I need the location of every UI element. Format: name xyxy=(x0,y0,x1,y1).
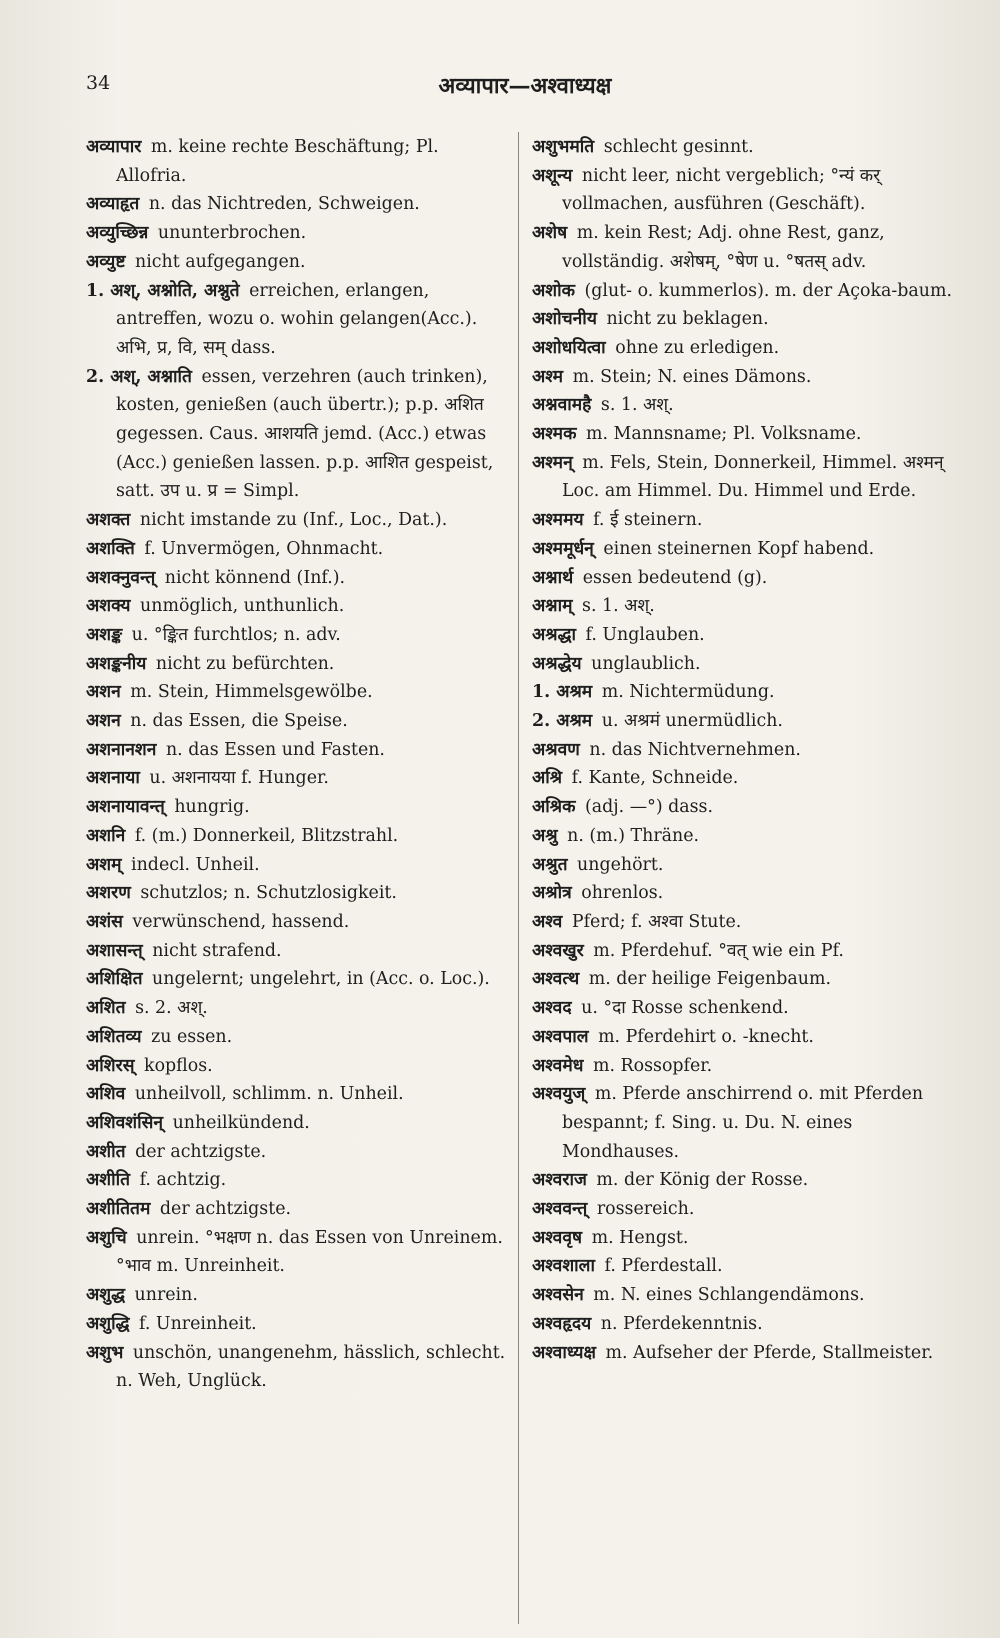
entry-headword: अश्ववन्त् xyxy=(532,1199,588,1220)
dictionary-entry xyxy=(532,736,960,765)
dictionary-entry xyxy=(86,994,506,1023)
entry-definition: nicht könnend (Inf.). xyxy=(164,567,346,588)
entry-headword: अशंस xyxy=(86,911,123,932)
entry-headword: अशून्य xyxy=(532,165,573,186)
entry-headword: अशिव xyxy=(86,1084,126,1105)
entry-definition: s. 2. अश्. xyxy=(135,998,208,1019)
entry-headword: अशङ्क xyxy=(86,624,123,645)
dictionary-entry xyxy=(86,1052,506,1081)
entry-definition: u. °दा Rosse schenkend. xyxy=(581,998,789,1019)
entry-definition: der achtzigste. xyxy=(135,1141,267,1162)
dictionary-entry xyxy=(532,449,960,506)
dictionary-entry xyxy=(86,650,506,679)
entry-definition: m. Stein; N. eines Dämons. xyxy=(572,366,812,387)
entry-definition: nicht imstande zu (Inf., Loc., Dat.). xyxy=(139,510,448,531)
entry-headword: अश्रुत xyxy=(532,854,568,875)
dictionary-entry xyxy=(532,564,960,593)
entry-definition: schutzlos; n. Schutzlosigkeit. xyxy=(140,883,397,904)
entry-definition: unrein. °भक्षण n. das Essen von Unreinem. °भाव m. Unreinheit. xyxy=(116,1227,503,1277)
entry-headword: अश्रद्धा xyxy=(532,624,576,645)
entry-headword: अशीत xyxy=(86,1141,126,1162)
entry-headword: अश्मन् xyxy=(532,452,573,473)
entry-headword: अश्वखुर xyxy=(532,940,584,961)
dictionary-entry xyxy=(86,1080,506,1109)
dictionary-entry xyxy=(532,1166,960,1195)
entry-headword: 1. अश्रम xyxy=(532,682,593,703)
entry-headword: अव्याहृत xyxy=(86,194,140,215)
entry-headword: 2. अश्रम xyxy=(532,711,593,732)
entry-headword: अव्युष्ट xyxy=(86,251,126,272)
entry-headword: अव्युच्छिन्न xyxy=(86,223,149,244)
dictionary-entry xyxy=(532,363,960,392)
entry-headword: अशुभमति xyxy=(532,137,595,157)
entry-headword: अश्वराज xyxy=(532,1170,587,1191)
entry-definition: n. das Essen und Fasten. xyxy=(165,739,385,760)
entry-headword: अश्ममूर्धन् xyxy=(532,538,594,559)
dictionary-entry xyxy=(532,822,960,851)
dictionary-entry xyxy=(86,1109,506,1138)
entry-headword: अश्वाध्यक्ष xyxy=(532,1342,596,1363)
entry-headword: अशीतितम xyxy=(86,1199,151,1220)
dictionary-entry xyxy=(532,793,960,822)
dictionary-entry xyxy=(86,965,506,994)
entry-definition: s. 1. अश्. xyxy=(582,596,655,617)
entry-definition: f. ई steinern. xyxy=(593,510,703,531)
entry-definition: nicht strafend. xyxy=(152,940,282,961)
entry-headword: अश्वशाला xyxy=(532,1256,595,1277)
entry-definition: ungehört. xyxy=(577,854,664,875)
entry-headword: अश्रिक xyxy=(532,797,576,818)
entry-definition: (glut- o. kummerlos). m. der Açoka-baum. xyxy=(584,280,953,301)
entry-definition: nicht leer, nicht vergeblich; °न्यं कर् vollmachen, ausführen (Geschäft). xyxy=(562,165,881,215)
entry-headword: अश्रु xyxy=(532,825,558,846)
dictionary-entry xyxy=(86,1023,506,1052)
dictionary-entry xyxy=(86,506,506,535)
entry-headword: अशीति xyxy=(86,1170,131,1191)
entry-definition: u. अशनायया f. Hunger. xyxy=(149,768,329,789)
entry-headword: अशुद्धि xyxy=(86,1313,130,1334)
dictionary-entry xyxy=(532,1224,960,1253)
dictionary-entry xyxy=(532,1195,960,1224)
dictionary-entry xyxy=(532,334,960,363)
entry-definition: s. 1. अश्. xyxy=(600,395,674,416)
dictionary-entry xyxy=(532,621,960,650)
entry-headword: अशिरस् xyxy=(86,1055,135,1076)
entry-definition: (adj. —°) dass. xyxy=(585,797,714,818)
entry-headword: अश्म xyxy=(532,366,564,387)
entry-definition: zu essen. xyxy=(151,1026,233,1047)
dictionary-entry xyxy=(86,133,506,190)
dictionary-entry xyxy=(532,851,960,880)
entry-headword: अशक्नुवन्त् xyxy=(86,567,156,588)
entry-headword: अशिक्षित xyxy=(86,969,143,990)
page-number: 34 xyxy=(86,72,111,94)
entry-headword: अशोचनीय xyxy=(532,309,597,330)
entry-definition: m. Aufseher der Pferde, Stallmeister. xyxy=(605,1342,934,1363)
entry-definition: unheilvoll, schlimm. n. Unheil. xyxy=(134,1084,404,1105)
entry-headword: अशन xyxy=(86,682,121,703)
dictionary-entry xyxy=(532,707,960,736)
entry-definition: n. das Nichtvernehmen. xyxy=(589,739,801,760)
entry-headword: अशोधयित्वा xyxy=(532,337,606,358)
entry-headword: अश्रवण xyxy=(532,739,580,760)
entry-headword: अश्वयुज् xyxy=(532,1084,586,1105)
dictionary-entry xyxy=(86,1166,506,1195)
dictionary-entry xyxy=(86,1281,506,1310)
dictionary-entry xyxy=(86,564,506,593)
dictionary-entry xyxy=(532,133,960,162)
dictionary-entry xyxy=(532,506,960,535)
entry-headword: अश्वद xyxy=(532,998,572,1019)
entry-headword: अश्रद्धेय xyxy=(532,653,582,674)
dictionary-entry xyxy=(532,764,960,793)
entry-definition: m. Mannsname; Pl. Volksname. xyxy=(585,424,862,445)
entry-definition: f. achtzig. xyxy=(139,1170,227,1191)
dictionary-entry xyxy=(86,277,506,363)
entry-headword: अश्नार्थ xyxy=(532,567,574,588)
dictionary-entry xyxy=(86,1224,506,1281)
entry-headword: अशम् xyxy=(86,854,122,875)
entry-definition: m. kein Rest; Adj. ohne Rest, ganz, vollständig. अशेषम्, °षेण u. °षतस् adv. xyxy=(562,223,885,272)
dictionary-entry xyxy=(532,1339,960,1368)
entry-definition: m. Pferdehuf. °वत् wie ein Pf. xyxy=(593,940,844,961)
dictionary-entry xyxy=(86,1339,506,1396)
entry-headword: अश्ममय xyxy=(532,510,584,531)
entry-definition: m. Rossopfer. xyxy=(592,1055,713,1076)
entry-headword: अशनि xyxy=(86,825,126,846)
dictionary-entry xyxy=(532,650,960,679)
dictionary-entry xyxy=(532,1023,960,1052)
dictionary-entry xyxy=(86,1195,506,1224)
entry-definition: ununterbrochen. xyxy=(157,223,307,244)
entry-definition: f. Unvermögen, Ohnmacht. xyxy=(144,538,384,559)
entry-definition: n. (m.) Thräne. xyxy=(567,825,700,846)
entry-headword: अशनायावन्त् xyxy=(86,797,165,818)
entry-definition: unheilkündend. xyxy=(172,1112,310,1133)
entry-headword: अश्व xyxy=(532,911,563,932)
entry-definition: u. °ङ्कित furchtlos; n. adv. xyxy=(131,624,341,645)
entry-definition: n. Pferdekenntnis. xyxy=(600,1313,763,1334)
entry-headword: अश्वत्थ xyxy=(532,969,580,990)
dictionary-entry xyxy=(532,391,960,420)
dictionary-entry xyxy=(86,764,506,793)
entry-definition: ohne zu erledigen. xyxy=(615,337,780,358)
dictionary-entry xyxy=(86,879,506,908)
entry-headword: अशित xyxy=(86,998,126,1019)
entry-definition: m. Stein, Himmelsgewölbe. xyxy=(130,682,373,703)
dictionary-entry xyxy=(86,363,506,507)
entry-definition: u. अश्रमं unermüdlich. xyxy=(601,711,783,732)
dictionary-entry xyxy=(86,937,506,966)
entry-definition: m. Pferdehirt o. -knecht. xyxy=(598,1026,814,1047)
entry-headword: अशुभ xyxy=(86,1342,124,1363)
entry-definition: m. Pferde anschirrend o. mit Pferden bespannt; f. Sing. u. Du. N. eines Mondhauses. xyxy=(562,1084,924,1162)
entry-definition: essen bedeutend (g). xyxy=(582,567,768,588)
entry-definition: ohrenlos. xyxy=(581,883,664,904)
dictionary-entry xyxy=(86,592,506,621)
entry-definition: n. das Essen, die Speise. xyxy=(130,711,348,732)
entry-definition: Pferd; f. अश्वा Stute. xyxy=(571,911,742,932)
entry-definition: schlecht gesinnt. xyxy=(603,137,754,157)
dictionary-entry xyxy=(532,1080,960,1166)
dictionary-entry xyxy=(532,1281,960,1310)
dictionary-entry xyxy=(532,908,960,937)
entry-headword: अशासन्त् xyxy=(86,940,143,961)
entry-headword: अशन xyxy=(86,711,121,732)
entry-headword: अशितव्य xyxy=(86,1026,142,1047)
dictionary-entry xyxy=(532,535,960,564)
entry-definition: nicht zu befürchten. xyxy=(155,653,335,674)
dictionary-entry xyxy=(532,420,960,449)
entry-headword: अशुचि xyxy=(86,1227,127,1248)
entry-headword: अशक्त xyxy=(86,510,131,531)
dictionary-entry xyxy=(532,277,960,306)
entry-definition: m. Fels, Stein, Donnerkeil, Himmel. अश्मन् Loc. am Himmel. Du. Himmel und Erde. xyxy=(562,452,944,502)
entry-definition: rossereich. xyxy=(596,1199,695,1220)
dictionary-entry xyxy=(86,1138,506,1167)
entry-definition: unrein. xyxy=(134,1285,198,1306)
entry-definition: m. der König der Rosse. xyxy=(596,1170,809,1191)
entry-headword: अश्रि xyxy=(532,768,563,789)
dictionary-entry xyxy=(532,219,960,276)
dictionary-entry xyxy=(86,822,506,851)
entry-headword: अशक्ति xyxy=(86,538,135,559)
entry-headword: अश्वहृदय xyxy=(532,1313,592,1334)
dictionary-entry xyxy=(532,162,960,219)
entry-headword: 1. अश्, अश्नोति, अश्नुते xyxy=(86,280,240,301)
dictionary-entry xyxy=(532,1052,960,1081)
entry-definition: hungrig. xyxy=(174,797,250,818)
dictionary-entry xyxy=(86,707,506,736)
dictionary-entry xyxy=(532,937,960,966)
entry-headword: अव्यापार xyxy=(86,137,142,157)
dictionary-entry xyxy=(86,736,506,765)
dictionary-entry xyxy=(86,851,506,880)
running-head: अव्यापार—अश्वाध्यक्ष xyxy=(438,73,612,99)
entry-definition: m. Hengst. xyxy=(591,1227,689,1248)
column-divider xyxy=(518,132,519,1624)
entry-definition: m. keine rechte Beschäftung; Pl. Allofria. xyxy=(116,137,439,186)
dictionary-entry xyxy=(86,535,506,564)
entry-definition: ungelernt; ungelehrt, in (Acc. o. Loc.). xyxy=(152,969,490,990)
right-column xyxy=(532,133,960,1367)
entry-headword: अशनाया xyxy=(86,768,140,789)
entry-definition: kopflos. xyxy=(144,1055,213,1076)
dictionary-entry xyxy=(532,1252,960,1281)
dictionary-entry xyxy=(86,1310,506,1339)
dictionary-entry xyxy=(532,994,960,1023)
dictionary-entry xyxy=(86,908,506,937)
entry-headword: अश्नाम् xyxy=(532,596,573,617)
entry-definition: erreichen, erlangen, antreffen, wozu o. wohin gelangen(Acc.). अभि, प्र, वि, सम् dass. xyxy=(116,280,478,358)
entry-definition: unglaublich. xyxy=(591,653,701,674)
dictionary-entry xyxy=(532,305,960,334)
dictionary-entry xyxy=(86,190,506,219)
entry-headword: अशक्य xyxy=(86,596,131,617)
dictionary-entry xyxy=(86,621,506,650)
dictionary-entry xyxy=(532,965,960,994)
entry-headword: अशनानशन xyxy=(86,739,157,760)
dictionary-entry xyxy=(532,1310,960,1339)
entry-headword: अशरण xyxy=(86,883,131,904)
entry-definition: f. Unglauben. xyxy=(585,624,705,645)
entry-definition: f. Kante, Schneide. xyxy=(571,768,739,789)
entry-definition: einen steinernen Kopf habend. xyxy=(603,538,875,559)
entry-definition: m. Nichtermüdung. xyxy=(601,682,775,703)
entry-definition: der achtzigste. xyxy=(159,1199,292,1220)
left-column xyxy=(86,133,506,1396)
dictionary-entry xyxy=(86,793,506,822)
entry-headword: अश्नवामहै xyxy=(532,395,592,416)
entry-definition: f. Pferdestall. xyxy=(604,1256,723,1277)
entry-headword: अश्रोत्र xyxy=(532,883,572,904)
dictionary-entry xyxy=(532,678,960,707)
entry-headword: अश्मक xyxy=(532,424,577,445)
entry-headword: अश्ववृष xyxy=(532,1227,583,1248)
entry-headword: अशोक xyxy=(532,280,575,301)
entry-definition: nicht aufgegangen. xyxy=(135,251,306,272)
dictionary-entry xyxy=(86,248,506,277)
entry-definition: indecl. Unheil. xyxy=(131,854,260,875)
entry-headword: अशिवशंसिन् xyxy=(86,1112,164,1133)
dictionary-entry xyxy=(86,219,506,248)
entry-headword: 2. अश्, अश्नाति xyxy=(86,366,192,387)
entry-definition: unschön, unangenehm, hässlich, schlecht. n. Weh, Unglück. xyxy=(116,1342,506,1392)
entry-headword: अश्वमेध xyxy=(532,1055,584,1076)
entry-definition: f. Unreinheit. xyxy=(139,1313,257,1334)
entry-definition: unmöglich, unthunlich. xyxy=(140,596,345,617)
dictionary-entry xyxy=(532,592,960,621)
entry-definition: m. der heilige Feigenbaum. xyxy=(588,969,831,990)
dictionary-entry xyxy=(532,879,960,908)
entry-headword: अश्वपाल xyxy=(532,1026,589,1047)
entry-definition: f. (m.) Donnerkeil, Blitzstrahl. xyxy=(134,825,399,846)
entry-definition: verwünschend, hassend. xyxy=(132,911,350,932)
entry-definition: n. das Nichtreden, Schweigen. xyxy=(148,194,420,215)
entry-headword: अशुद्ध xyxy=(86,1285,126,1306)
entry-definition: essen, verzehren (auch trinken), kosten, genießen (auch übertr.); p.p. अशित gegessen. Caus. आशयति jemd. (Acc.) etwas (Acc.) genießen lassen. p.p. आशित gespeist, satt. उप u. प्र = Simpl. xyxy=(116,366,494,502)
entry-headword: अश्वसेन xyxy=(532,1285,584,1306)
entry-definition: nicht zu beklagen. xyxy=(606,309,769,330)
dictionary-entry xyxy=(86,678,506,707)
entry-headword: अशङ्कनीय xyxy=(86,653,147,674)
entry-headword: अशेष xyxy=(532,223,568,244)
entry-definition: m. N. eines Schlangendämons. xyxy=(593,1285,865,1306)
